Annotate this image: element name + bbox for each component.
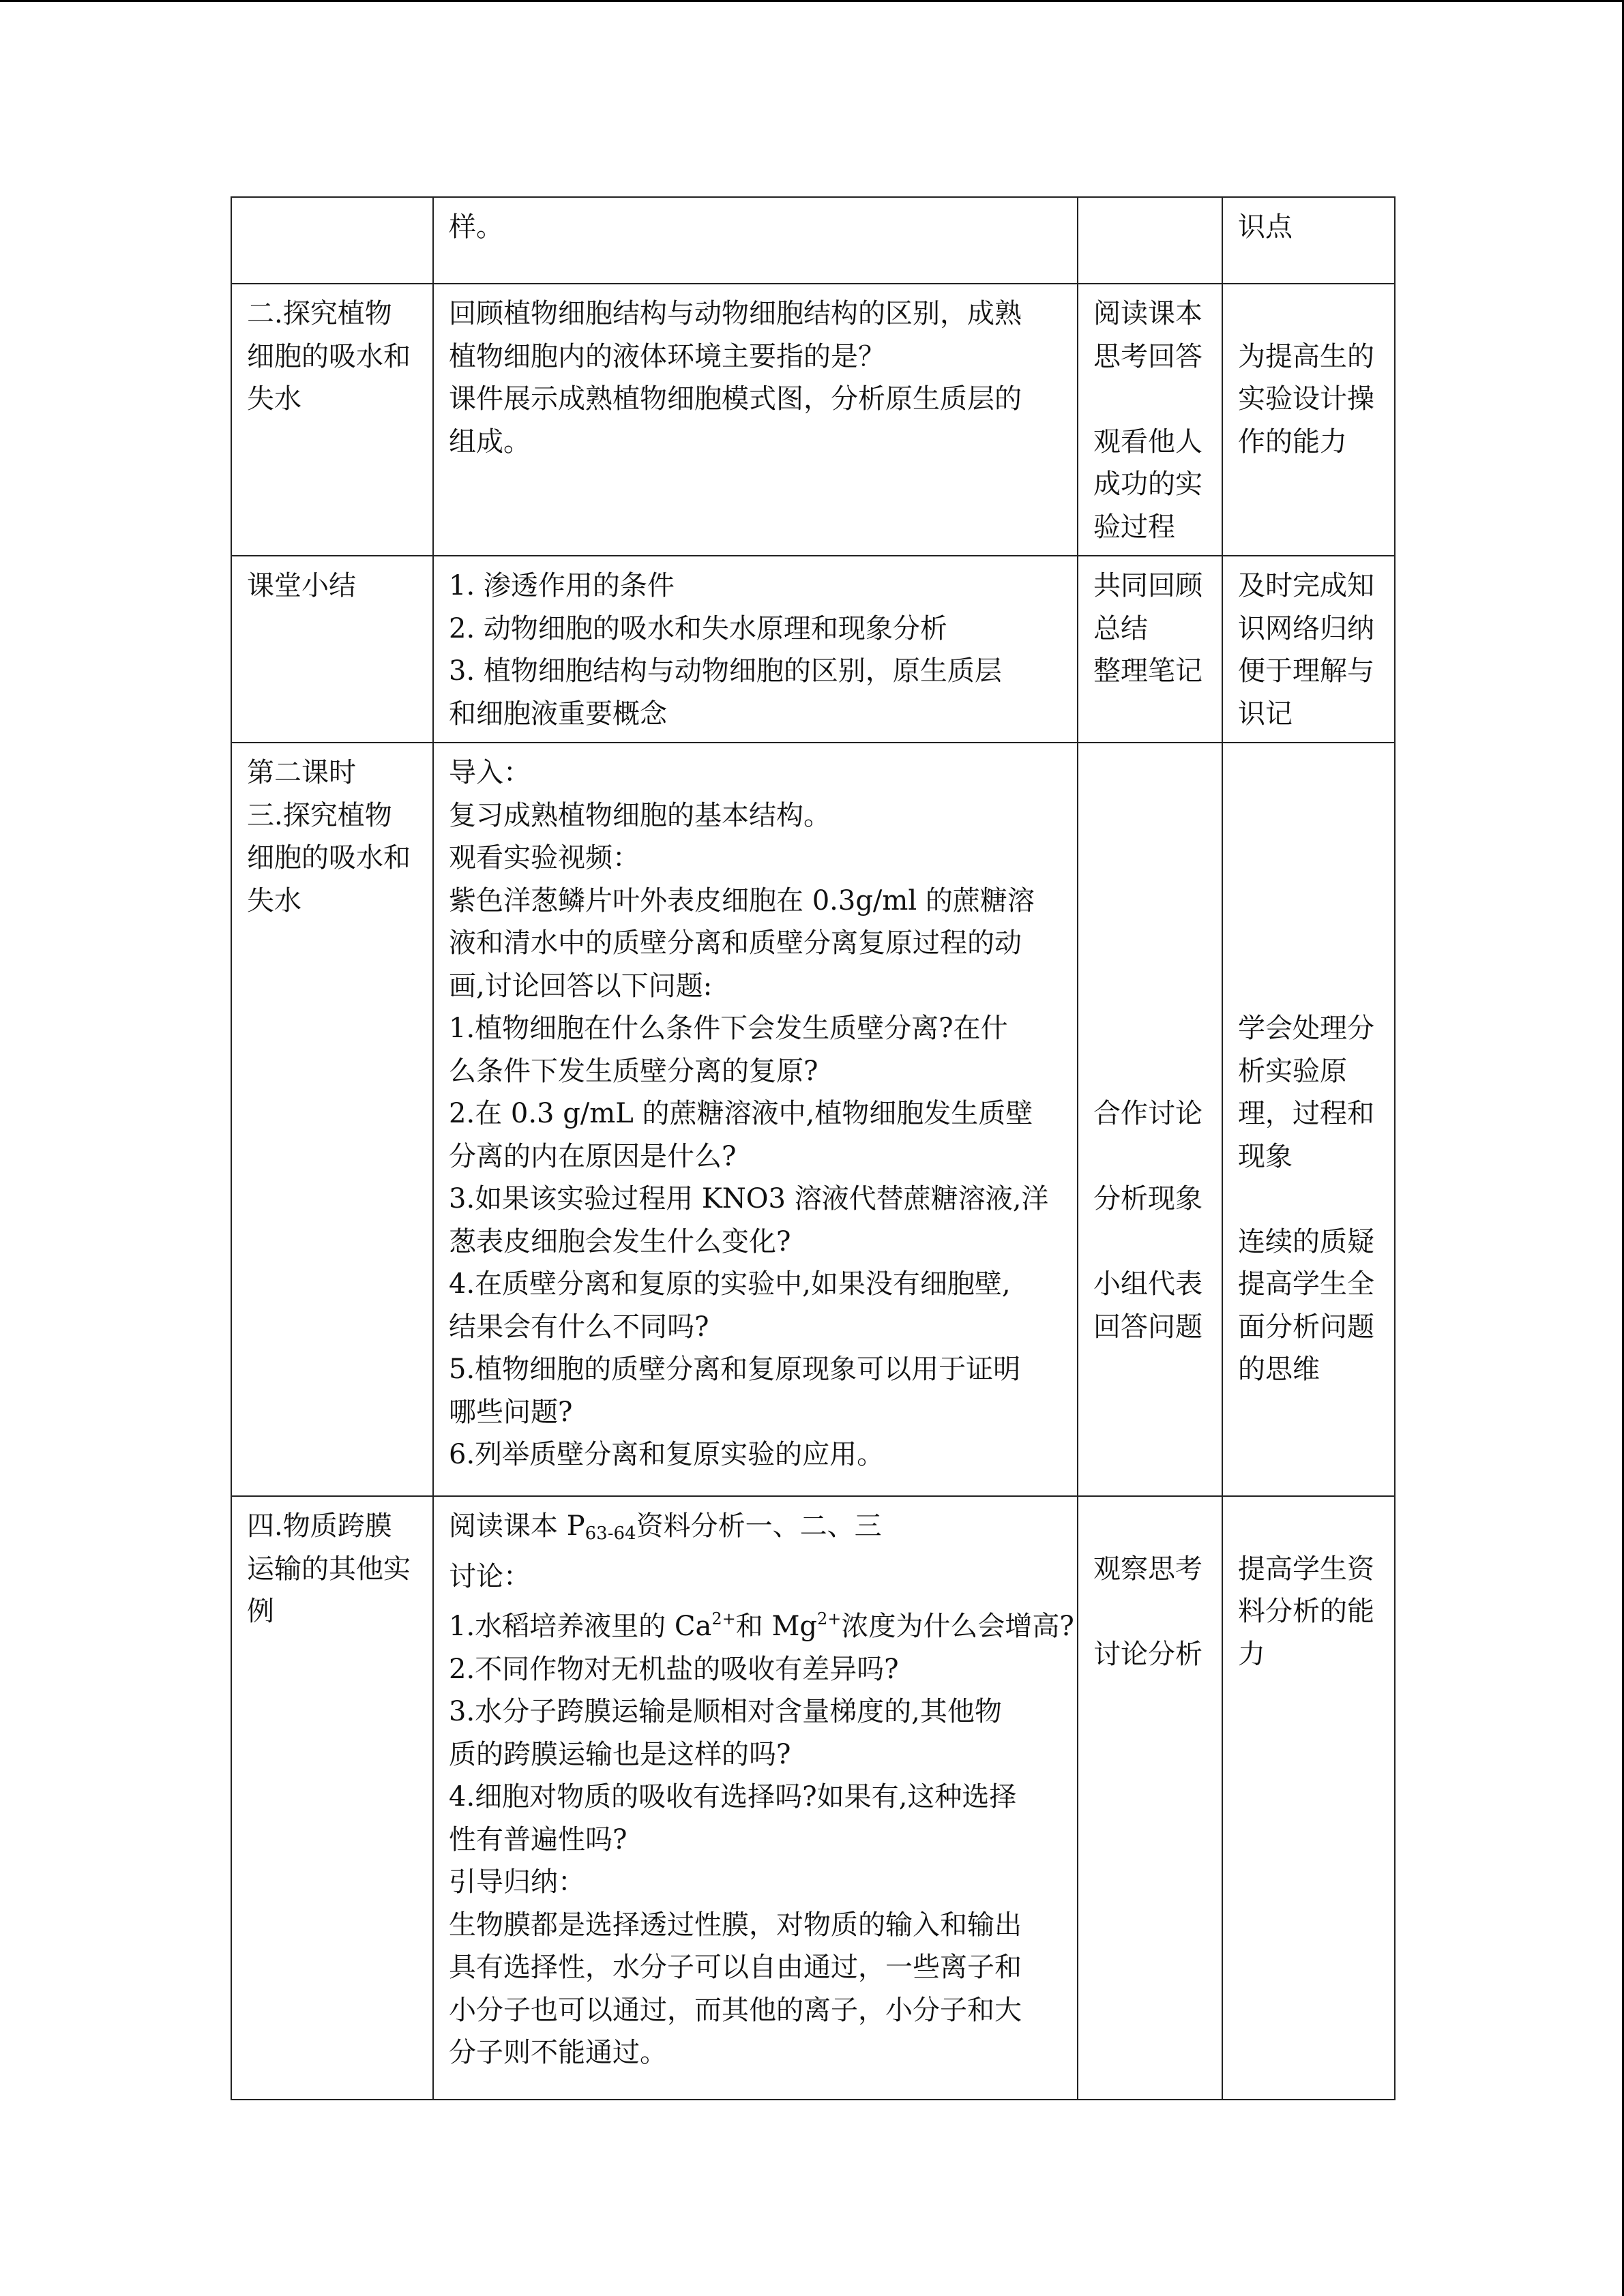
design-intent-cell xyxy=(1222,743,1395,1496)
content-line: 葱表皮细胞会发生什么变化? xyxy=(449,1225,791,1257)
intent-line: 便于理解与 xyxy=(1238,655,1374,687)
section-line: 细胞的吸水和 xyxy=(247,340,411,372)
intent-line: 识记 xyxy=(1238,698,1293,730)
student-line: 验过程 xyxy=(1093,511,1175,543)
student-line: 整理笔记 xyxy=(1093,655,1202,687)
content-line: 引导归纳： xyxy=(449,1866,585,1898)
intent-line: 实验设计操 xyxy=(1238,383,1374,415)
table-row xyxy=(231,197,1395,284)
student-activity-cell xyxy=(1078,1496,1222,2100)
design-intent-cell xyxy=(1222,197,1395,284)
section-line: 三.探究植物 xyxy=(247,799,392,831)
lesson-plan-table xyxy=(231,196,1396,2100)
intent-line: 及时完成知 xyxy=(1238,570,1374,601)
content-cell xyxy=(433,197,1078,284)
content-question-1 xyxy=(449,1598,1074,1648)
content-intro-line xyxy=(449,1505,1065,1555)
intent-line: 理，过程和 xyxy=(1238,1098,1374,1129)
design-intent-cell xyxy=(1222,1496,1395,2100)
content-cell xyxy=(433,284,1078,556)
content-line: 组成。 xyxy=(449,426,531,458)
intro-text-tail: 资料分析一、二、三 xyxy=(636,1510,882,1542)
student-line: 分析现象 xyxy=(1093,1183,1202,1214)
section-line: 失水 xyxy=(247,884,301,916)
content-line: 液和清水中的质壁分离和质壁分离复原过程的动 xyxy=(449,927,1022,959)
content-line: 质的跨膜运输也是这样的吗? xyxy=(449,1738,791,1770)
student-activity-cell xyxy=(1078,743,1222,1496)
content-cell xyxy=(433,743,1078,1496)
q1-text: 1.水稻培养液里的 Ca xyxy=(449,1611,712,1642)
ion-charge-superscript: 2+ xyxy=(711,1609,736,1628)
design-intent-cell xyxy=(1222,284,1395,556)
q1-text-tail: 浓度为什么会增高? xyxy=(841,1611,1074,1642)
section-line: 第二课时 xyxy=(247,757,356,788)
student-line: 回答问题 xyxy=(1093,1311,1202,1343)
content-line: 6.列举质壁分离和复原实验的应用。 xyxy=(449,1439,885,1470)
page-range-subscript: 63-64 xyxy=(585,1523,636,1544)
content-cell xyxy=(433,556,1078,743)
student-line: 合作讨论 xyxy=(1093,1098,1202,1129)
content-line: 2. 动物细胞的吸水和失水原理和现象分析 xyxy=(449,612,947,644)
design-intent-cell xyxy=(1222,556,1395,743)
content-line: 3. 植物细胞结构与动物细胞的区别，原生质层 xyxy=(449,655,1002,687)
section-line: 例 xyxy=(247,1596,274,1627)
content-line: 课件展示成熟植物细胞模式图，分析原生质层的 xyxy=(449,383,1022,415)
intent-line: 识点 xyxy=(1238,211,1293,243)
intent-line: 学会处理分 xyxy=(1238,1013,1374,1044)
content-line: 画,讨论回答以下问题: xyxy=(449,970,713,1002)
content-line: 性有普遍性吗? xyxy=(449,1823,628,1855)
section-line: 运输的其他实 xyxy=(247,1553,411,1585)
intent-line: 面分析问题 xyxy=(1238,1311,1374,1343)
content-line: 3.如果该实验过程用 KNO3 溶液代替蔗糖溶液,洋 xyxy=(449,1183,1049,1214)
content-line: 导入： xyxy=(449,757,531,788)
student-activity-cell xyxy=(1078,284,1222,556)
section-cell xyxy=(231,556,433,743)
intent-line: 力 xyxy=(1238,1638,1265,1670)
content-line: 1. 渗透作用的条件 xyxy=(449,570,675,601)
intent-line: 连续的质疑 xyxy=(1238,1225,1374,1257)
content-line: 样。 xyxy=(449,211,503,243)
student-line: 观察思考 xyxy=(1093,1553,1202,1585)
content-line: 1.植物细胞在什么条件下会发生质壁分离?在什 xyxy=(449,1013,1008,1044)
content-line: 观看实验视频： xyxy=(449,842,640,874)
content-line: 4.细胞对物质的吸收有选择吗?如果有,这种选择 xyxy=(449,1781,1017,1813)
content-line: 小分子也可以通过，而其他的离子，小分子和大 xyxy=(449,1994,1022,2026)
page-top-border xyxy=(0,0,1624,2)
ion-charge-superscript: 2+ xyxy=(817,1609,842,1628)
content-line: 4.在质壁分离和复原的实验中,如果没有细胞壁, xyxy=(449,1268,1011,1300)
student-line: 讨论分析 xyxy=(1093,1638,1202,1670)
section-cell xyxy=(231,197,433,284)
student-line: 阅读课本 xyxy=(1093,298,1202,329)
content-line: 讨论： xyxy=(449,1560,531,1592)
intent-line: 料分析的能 xyxy=(1238,1596,1374,1627)
content-line: 2.在 0.3 g/mL 的蔗糖溶液中,植物细胞发生质壁 xyxy=(449,1098,1033,1129)
intent-line: 识网络归纳 xyxy=(1238,612,1374,644)
student-line: 思考回答 xyxy=(1093,340,1202,372)
section-line: 课堂小结 xyxy=(247,570,356,601)
content-line: 么条件下发生质壁分离的复原? xyxy=(449,1055,818,1087)
intent-line: 现象 xyxy=(1238,1140,1293,1172)
content-line: 回顾植物细胞结构与动物细胞结构的区别，成熟 xyxy=(449,298,1022,329)
intent-line: 为提高生的 xyxy=(1238,340,1374,372)
section-line: 四.物质跨膜 xyxy=(247,1510,392,1542)
q1-text-mid: 和 Mg xyxy=(735,1611,818,1642)
student-activity-cell xyxy=(1078,197,1222,284)
student-activity-cell xyxy=(1078,556,1222,743)
table-row xyxy=(231,556,1395,743)
content-line: 分离的内在原因是什么? xyxy=(449,1140,737,1172)
content-line: 2.不同作物对无机盐的吸收有差异吗? xyxy=(449,1653,899,1685)
content-line: 分子则不能通过。 xyxy=(449,2037,667,2068)
student-line: 总结 xyxy=(1093,612,1148,644)
section-cell xyxy=(231,284,433,556)
section-line: 失水 xyxy=(247,383,301,415)
table-row xyxy=(231,284,1395,556)
intent-line: 作的能力 xyxy=(1238,426,1347,458)
content-line: 复习成熟植物细胞的基本结构。 xyxy=(449,799,831,831)
intent-line: 析实验原 xyxy=(1238,1055,1347,1087)
content-line: 3.水分子跨膜运输是顺相对含量梯度的,其他物 xyxy=(449,1696,1002,1727)
intent-line: 提高学生资 xyxy=(1238,1553,1374,1585)
content-line: 哪些问题? xyxy=(449,1396,573,1428)
intent-line: 的思维 xyxy=(1238,1354,1320,1385)
section-cell xyxy=(231,743,433,1496)
content-line: 生物膜都是选择透过性膜，对物质的输入和输出 xyxy=(449,1909,1022,1941)
student-line: 小组代表 xyxy=(1093,1268,1202,1300)
intent-line: 提高学生全 xyxy=(1238,1268,1374,1300)
student-line: 观看他人 xyxy=(1093,426,1202,458)
content-cell xyxy=(433,1496,1078,2100)
section-line: 二.探究植物 xyxy=(247,298,392,329)
content-line: 植物细胞内的液体环境主要指的是？ xyxy=(449,340,885,372)
section-line: 细胞的吸水和 xyxy=(247,842,411,874)
student-line: 共同回顾 xyxy=(1093,570,1202,601)
content-line: 和细胞液重要概念 xyxy=(449,698,667,730)
content-line: 紫色洋葱鳞片叶外表皮细胞在 0.3g/ml 的蔗糖溶 xyxy=(449,884,1035,916)
student-line: 成功的实 xyxy=(1093,468,1202,500)
content-line: 结果会有什么不同吗? xyxy=(449,1311,709,1343)
section-cell xyxy=(231,1496,433,2100)
table-row xyxy=(231,743,1395,1496)
content-line: 5.植物细胞的质壁分离和复原现象可以用于证明 xyxy=(449,1354,1021,1385)
intro-text: 阅读课本 P xyxy=(449,1510,585,1542)
table-row xyxy=(231,1496,1395,2100)
content-line: 具有选择性，水分子可以自由通过，一些离子和 xyxy=(449,1952,1022,1983)
